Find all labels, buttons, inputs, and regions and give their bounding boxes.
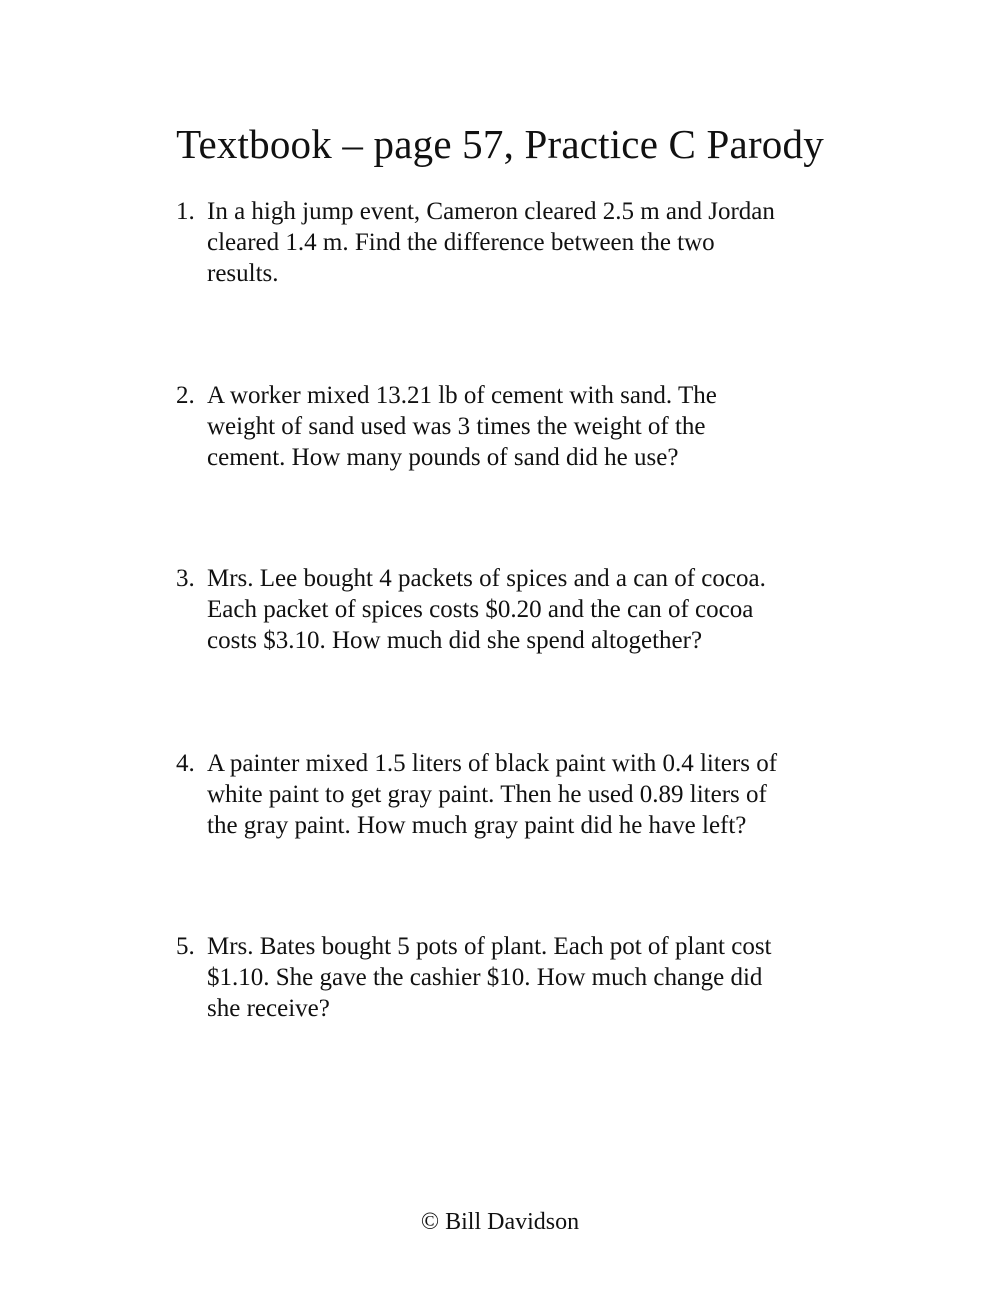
problem-line: cleared 1.4 m. Find the difference between the two (207, 229, 715, 256)
problem-line: A worker mixed 13.21 lb of cement with sand. The (207, 382, 717, 409)
problem-line: the gray paint. How much gray paint did he have left? (207, 812, 747, 839)
copyright-footer: © Bill Davidson (420, 1209, 580, 1235)
problem-text (207, 563, 856, 656)
problem-number: 4. (176, 750, 195, 777)
problem-line: Each packet of spices costs $0.20 and the can of cocoa (207, 596, 754, 623)
problem-line: $1.10. She gave the cashier $10. How much change did (207, 964, 763, 991)
problem-text (207, 931, 856, 1024)
problem-line: In a high jump event, Cameron cleared 2.5 m and Jordan (207, 198, 775, 225)
problem-line: cement. How many pounds of sand did he use? (207, 444, 679, 471)
problem-text (207, 196, 856, 289)
problem-line: costs $3.10. How much did she spend altogether? (207, 627, 703, 654)
problem-number: 3. (176, 565, 195, 592)
problem-line: results. (207, 260, 279, 287)
problem-text (207, 748, 856, 841)
problem-line: weight of sand used was 3 times the weight of the (207, 413, 706, 440)
problem-text (207, 380, 856, 473)
problem-number: 1. (176, 198, 195, 225)
problem-line: she receive? (207, 995, 330, 1022)
page-title: Textbook – page 57, Practice C Parody (176, 121, 824, 167)
problem-item (176, 931, 856, 1024)
problem-line: Mrs. Bates bought 5 pots of plant. Each pot of plant cost (207, 933, 772, 960)
problem-item (176, 380, 856, 473)
problem-line: Mrs. Lee bought 4 packets of spices and a can of cocoa. (207, 565, 766, 592)
problem-item (176, 563, 856, 656)
problem-number: 5. (176, 933, 195, 960)
problem-item (176, 748, 856, 841)
problem-item (176, 196, 856, 289)
problem-line: A painter mixed 1.5 liters of black paint with 0.4 liters of (207, 750, 778, 777)
problem-number: 2. (176, 382, 195, 409)
problem-line: white paint to get gray paint. Then he used 0.89 liters of (207, 781, 767, 808)
